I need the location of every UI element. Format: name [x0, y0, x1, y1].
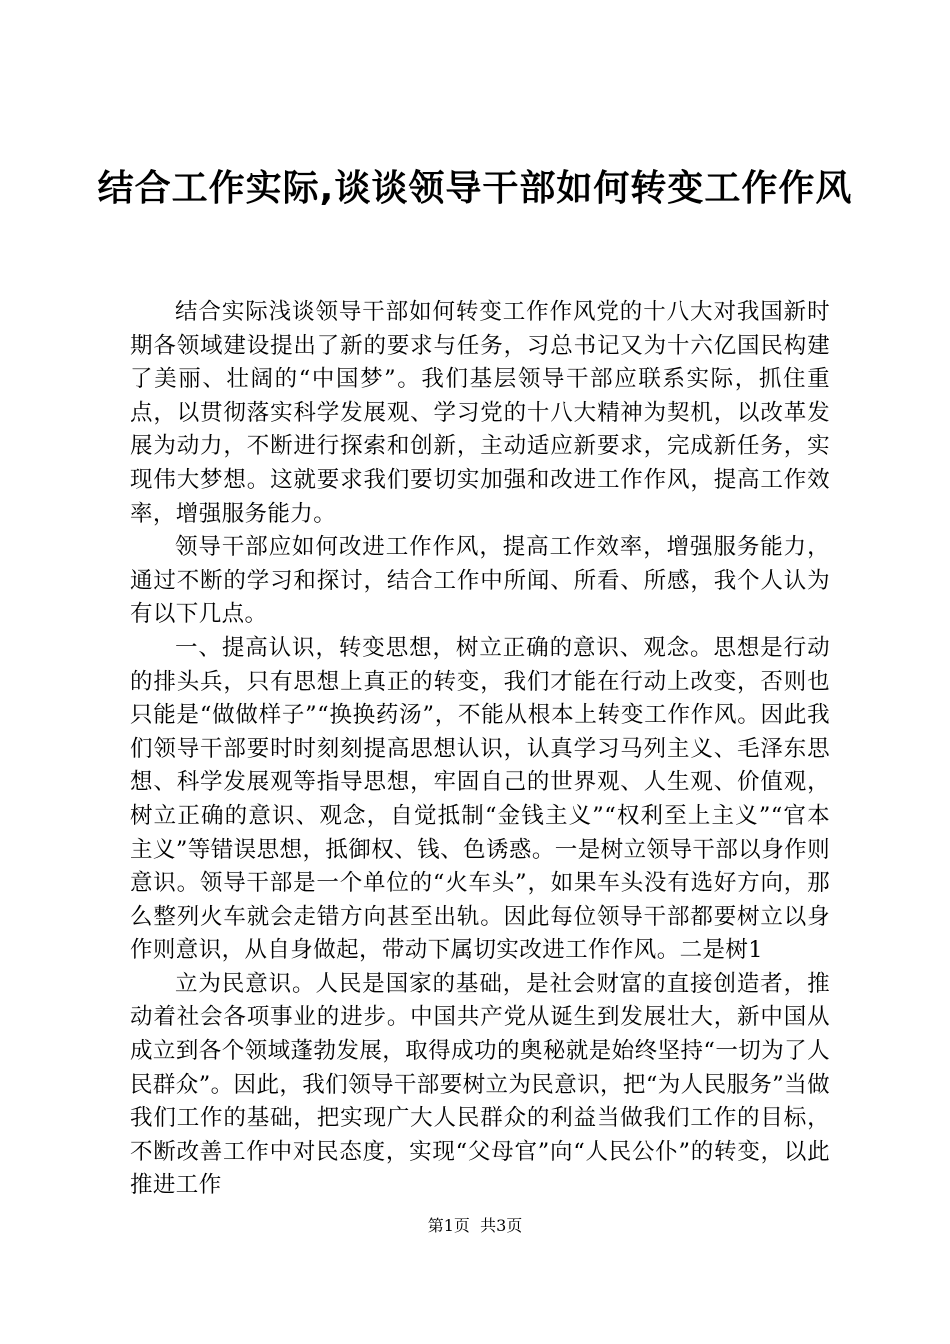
- document-title: 结合工作实际,谈谈领导干部如何转变工作作风: [97, 168, 853, 209]
- paragraph: 结合实际浅谈领导干部如何转变工作作风党的十八大对我国新时期各领域建设提出了新的要求与任务，习总书记又为十六亿国民构建了美丽、壮阔的“中国梦”。我们基层领导干部应联系实际，抓住重点，以贯彻落实科学发展观、学习党的十八大精神为契机，以改革发展为动力，不断进行探索和创新，主动适应新要求，完成新任务，实现伟大梦想。这就要求我们要切实加强和改进工作作风，提高工作效率，增强服务能力。: [130, 299, 830, 527]
- paragraph: 领导干部应如何改进工作作风，提高工作效率，增强服务能力，通过不断的学习和探讨，结合工作中所闻、所看、所感，我个人认为有以下几点。: [130, 534, 830, 628]
- paragraph: 一、提高认识，转变思想，树立正确的意识、观念。思想是行动的排头兵，只有思想上真正的转变，我们才能在行动上改变，否则也只能是“做做样子”“换换药汤”，不能从根本上转变工作作风。因此我们领导干部要时时刻刻提高思想认识，认真学习马列主义、毛泽东思想、科学发展观等指导思想，牢固自己的世界观、人生观、价值观，树立正确的意识、观念，自觉抵制“金钱主义”“权利至上主义”“官本主义”等错误思想，抵御权、钱、色诱惑。一是树立领导干部以身作则意识。领导干部是一个单位的“火车头”，如果车头没有选好方向，那么整列火车就会走错方向甚至出轨。因此每位领导干部都要树立以身作则意识，从自身做起，带动下属切实改进工作作风。二是树1: [130, 634, 830, 964]
- page-total: 共3页: [480, 1216, 523, 1235]
- document-body: [130, 296, 830, 1203]
- page-number: 第1页: [427, 1216, 470, 1235]
- paragraph: 立为民意识。人民是国家的基础，是社会财富的直接创造者，推动着社会各项事业的进步。中国共产党从诞生到发展壮大，新中国从成立到各个领域蓬勃发展，取得成功的奥秘就是始终坚持“一切为了人民群众”。因此，我们领导干部要树立为民意识，把“为人民服务”当做我们工作的基础，把实现广大人民群众的利益当做我们工作的目标，不断改善工作中对民态度，实现“父母官”向“人民公仆”的转变，以此推进工作: [130, 970, 830, 1199]
- page-footer: [0, 1216, 950, 1236]
